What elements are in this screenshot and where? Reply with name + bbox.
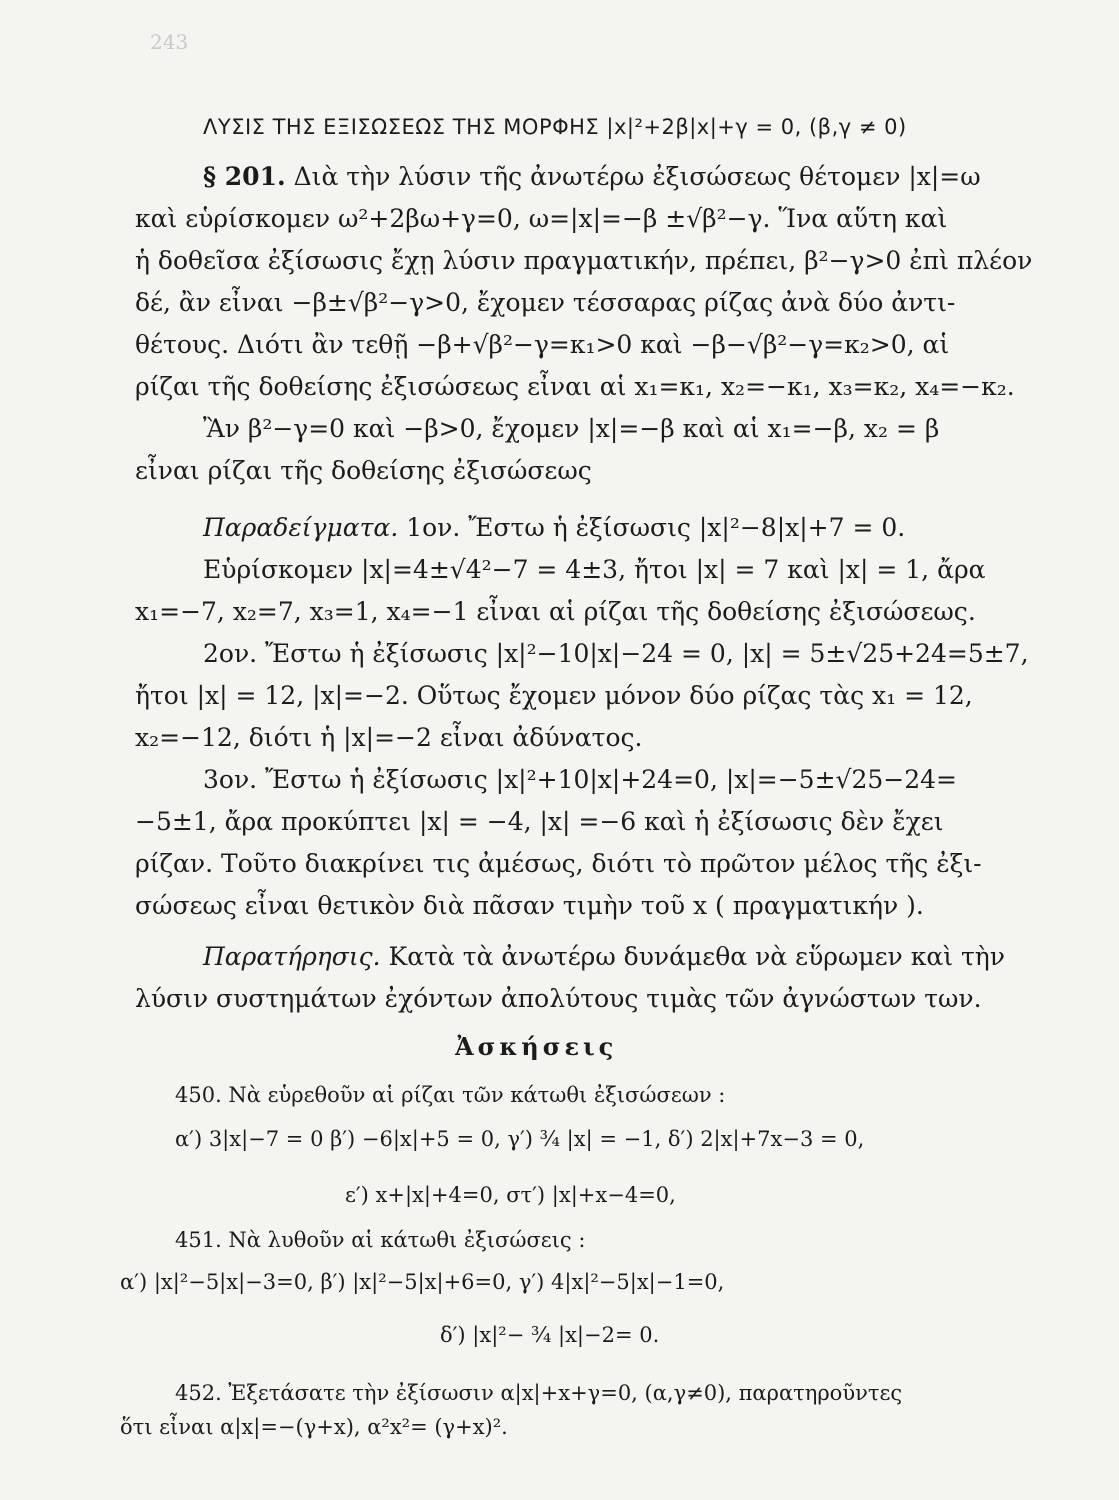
exercise-451-parts-2: δ′) |x|²− ¾ |x|−2= 0.	[440, 1323, 660, 1347]
examples-line-10: σώσεως εἶναι θετικὸν διὰ πᾶσαν τιμὴν τοῦ x ( πραγματικήν ).	[135, 891, 924, 920]
page-number: 243	[150, 30, 189, 54]
exercise-450-parts-2: ε′) x+|x|+4=0, στ′) |x|+x−4=0,	[345, 1183, 676, 1207]
examples-line-2: Εὑρίσκομεν |x|=4±√4²−7 = 4±3, ἤτοι |x| = 7 καὶ |x| = 1, ἄρα	[203, 555, 986, 584]
section-201-line-2: καὶ εὑρίσκομεν ω²+2βω+γ=0, ω=|x|=−β ±√β²−γ. Ἵνα αὕτη καὶ	[135, 204, 948, 233]
examples-line-4: 2ον. Ἔστω ἡ ἐξίσωσις |x|²−10|x|−24 = 0, |x| = 5±√25+24=5±7,	[203, 639, 1029, 668]
examples-label: Παραδείγματα.	[203, 513, 399, 542]
section-201-line-4: δέ, ἂν εἶναι −β±√β²−γ>0, ἔχομεν τέσσαρας ρίζας ἀνὰ δύο ἀντι-	[135, 288, 956, 317]
section-201-line-8: εἶναι ρίζαι τῆς δοθείσης ἐξισώσεως	[135, 456, 592, 485]
examples-line-5: ἤτοι |x| = 12, |x|=−2. Οὕτως ἔχομεν μόνον δύο ρίζας τὰς x₁ = 12,	[135, 681, 973, 710]
section-number: § 201.	[203, 162, 286, 191]
examples-line-7: 3ον. Ἔστω ἡ ἐξίσωσις |x|²+10|x|+24=0, |x|=−5±√25−24=	[203, 765, 957, 794]
remark-label: Παρατήρησις.	[203, 942, 381, 971]
section-201-line-7: Ἂν β²−γ=0 καὶ −β>0, ἔχομεν |x|=−β καὶ αἱ x₁=−β, x₂ = β	[203, 414, 940, 443]
section-201-line-6: ρίζαι τῆς δοθείσης ἐξισώσεως εἶναι αἱ x₁=κ₁, x₂=−κ₁, x₃=κ₂, x₄=−κ₂.	[135, 372, 1015, 401]
examples-line-8: −5±1, ἄρα προκύπτει |x| = −4, |x| =−6 καὶ ἡ ἐξίσωσις δὲν ἔχει	[135, 807, 944, 836]
exercise-451-parts: α′) |x|²−5|x|−3=0, β′) |x|²−5|x|+6=0, γ′) 4|x|²−5|x|−1=0,	[120, 1270, 725, 1294]
examples-line-9: ρίζαν. Τοῦτο διακρίνει τις ἀμέσως, διότι τὸ πρῶτον μέλος τῆς ἐξι-	[135, 849, 982, 878]
section-201-line-1: § 201. Διὰ τὴν λύσιν τῆς ἀνωτέρω ἐξισώσεως θέτομεν |x|=ω	[203, 162, 981, 191]
exercise-451: 451. Νὰ λυθοῦν αἱ κάτωθι ἐξισώσεις :	[175, 1228, 586, 1252]
exercise-450: 450. Νὰ εὑρεθοῦν αἱ ρίζαι τῶν κάτωθι ἐξισώσεων :	[175, 1083, 726, 1107]
exercises-title: Ἀσκήσεις	[455, 1032, 618, 1061]
page-heading: ΛΥΣΙΣ ΤΗΣ ΕΞΙΣΩΣΕΩΣ ΤΗΣ ΜΟΡΦΗΣ |x|²+2β|x|+γ = 0, (β,γ ≠ 0)	[203, 115, 907, 139]
examples-line-6: x₂=−12, διότι ἡ |x|=−2 εἶναι ἀδύνατος.	[135, 723, 643, 752]
exercise-452-line-2: ὅτι εἶναι α|x|=−(γ+x), α²x²= (γ+x)².	[120, 1415, 508, 1439]
exercise-450-parts: α′) 3|x|−7 = 0 β′) −6|x|+5 = 0, γ′) ¾ |x| = −1, δ′) 2|x|+7x−3 = 0,	[175, 1127, 865, 1151]
section-201-line-5: θέτους. Διότι ἂν τεθῇ −β+√β²−γ=κ₁>0 καὶ −β−√β²−γ=κ₂>0, αἱ	[135, 330, 950, 359]
examples-line-3: x₁=−7, x₂=7, x₃=1, x₄=−1 εἶναι αἱ ρίζαι τῆς δοθείσης ἐξισώσεως.	[135, 597, 976, 626]
exercise-452: 452. Ἐξετάσατε τὴν ἐξίσωσιν α|x|+x+γ=0, (α,γ≠0), παρατηροῦντες	[175, 1381, 903, 1405]
section-201-line-3: ἡ δοθεῖσα ἐξίσωσις ἔχῃ λύσιν πραγματικήν, πρέπει, β²−γ>0 ἐπὶ πλέον	[135, 246, 1033, 275]
remark-line-1: Παρατήρησις. Κατὰ τὰ ἀνωτέρω δυνάμεθα νὰ εὕρωμεν καὶ τὴν	[203, 942, 1005, 971]
remark-line-2: λύσιν συστημάτων ἐχόντων ἀπολύτους τιμὰς τῶν ἀγνώστων των.	[135, 984, 982, 1013]
examples-line-1: Παραδείγματα. 1ον. Ἔστω ἡ ἐξίσωσις |x|²−8|x|+7 = 0.	[203, 513, 906, 542]
